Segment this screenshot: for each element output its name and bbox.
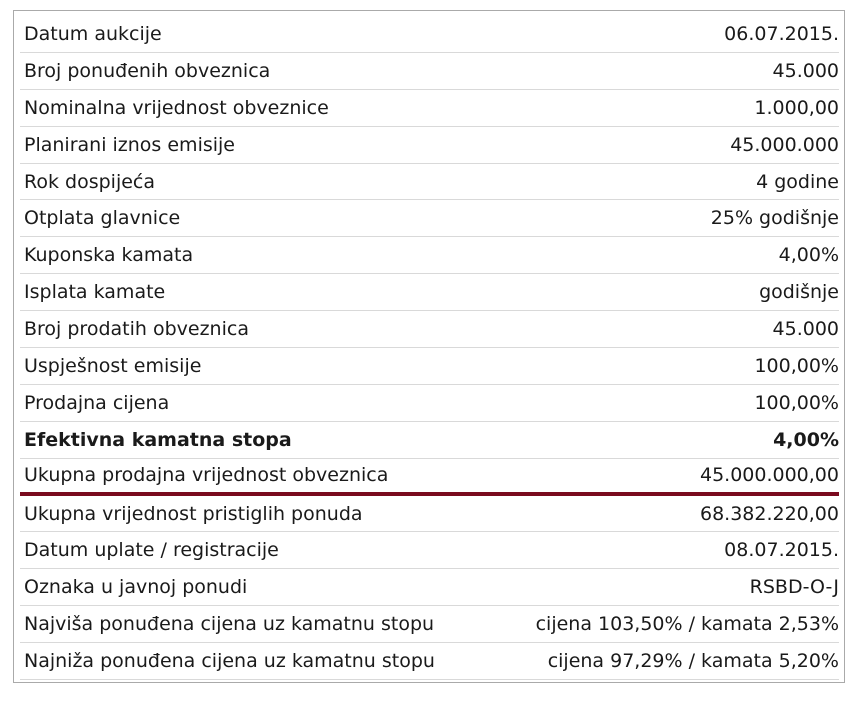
- row-value: 100,00%: [754, 391, 839, 414]
- row-label: Rok dospijeća: [24, 170, 155, 193]
- table-rows: [20, 16, 839, 680]
- row-label: Efektivna kamatna stopa: [24, 428, 292, 451]
- row-nominalna-vrijednost: [20, 90, 839, 127]
- row-value: 45.000.000,00: [699, 464, 839, 487]
- row-label: Broj ponuđenih obveznica: [24, 59, 271, 82]
- row-value: 45.000.000: [730, 133, 839, 156]
- row-label: Najniža ponuđena cijena uz kamatnu stopu: [24, 650, 435, 673]
- row-ukupna-prodajna-vrijednost: [20, 459, 839, 496]
- row-value: 06.07.2015.: [724, 22, 839, 45]
- row-isplata-kamate: [20, 274, 839, 311]
- row-label: Isplata kamate: [24, 281, 166, 304]
- row-label: Datum aukcije: [24, 22, 162, 45]
- row-value: 4 godine: [756, 170, 839, 193]
- row-value: godišnje: [759, 281, 839, 304]
- row-rok-dospijeca: [20, 164, 839, 201]
- row-uspjesnost-emisije: [20, 348, 839, 385]
- row-broj-prodatih-obveznica: [20, 311, 839, 348]
- row-datum-aukcije: [20, 16, 839, 53]
- row-value: 45.000: [772, 318, 839, 341]
- row-label: Nominalna vrijednost obveznice: [24, 96, 329, 119]
- row-label: Broj prodatih obveznica: [24, 318, 249, 341]
- row-label: Planirani iznos emisije: [24, 133, 235, 156]
- row-datum-uplate: [20, 532, 839, 569]
- row-broj-ponudjenih-obveznica: [20, 53, 839, 90]
- row-label: Prodajna cijena: [24, 391, 170, 414]
- row-value: cijena 103,50% / kamata 2,53%: [535, 613, 839, 636]
- row-label: Datum uplate / registracije: [24, 539, 279, 562]
- row-value: 4,00%: [778, 244, 839, 267]
- row-label: Kuponska kamata: [24, 244, 194, 267]
- auction-details-table: [13, 10, 845, 683]
- row-value: 08.07.2015.: [724, 539, 839, 562]
- row-value: 1.000,00: [754, 96, 839, 119]
- row-label: Ukupna vrijednost pristiglih ponuda: [24, 502, 363, 525]
- row-label: Najviša ponuđena cijena uz kamatnu stopu: [24, 613, 435, 636]
- row-prodajna-cijena: [20, 385, 839, 422]
- row-najvisa-ponudjena-cijena: [20, 606, 839, 643]
- row-value: RSBD-O-J: [749, 576, 839, 599]
- row-label: Otplata glavnice: [24, 207, 181, 230]
- row-value: cijena 97,29% / kamata 5,20%: [547, 650, 839, 673]
- row-planirani-iznos-emisije: [20, 127, 839, 164]
- row-label: Ukupna prodajna vrijednost obveznica: [24, 464, 389, 487]
- row-value: 45.000: [772, 59, 839, 82]
- row-ukupna-vrijednost-ponuda: [20, 496, 839, 533]
- row-value: 4,00%: [773, 428, 839, 451]
- row-efektivna-kamatna-stopa: [20, 422, 839, 459]
- row-label: Uspješnost emisije: [24, 354, 202, 377]
- row-otplata-glavnice: [20, 200, 839, 237]
- row-value: 100,00%: [754, 354, 839, 377]
- row-najniza-ponudjena-cijena: [20, 643, 839, 680]
- row-kuponska-kamata: [20, 237, 839, 274]
- row-value: 25% godišnje: [710, 207, 839, 230]
- row-value: 68.382.220,00: [699, 502, 839, 525]
- row-label: Oznaka u javnoj ponudi: [24, 576, 248, 599]
- row-oznaka-u-javnoj-ponudi: [20, 569, 839, 606]
